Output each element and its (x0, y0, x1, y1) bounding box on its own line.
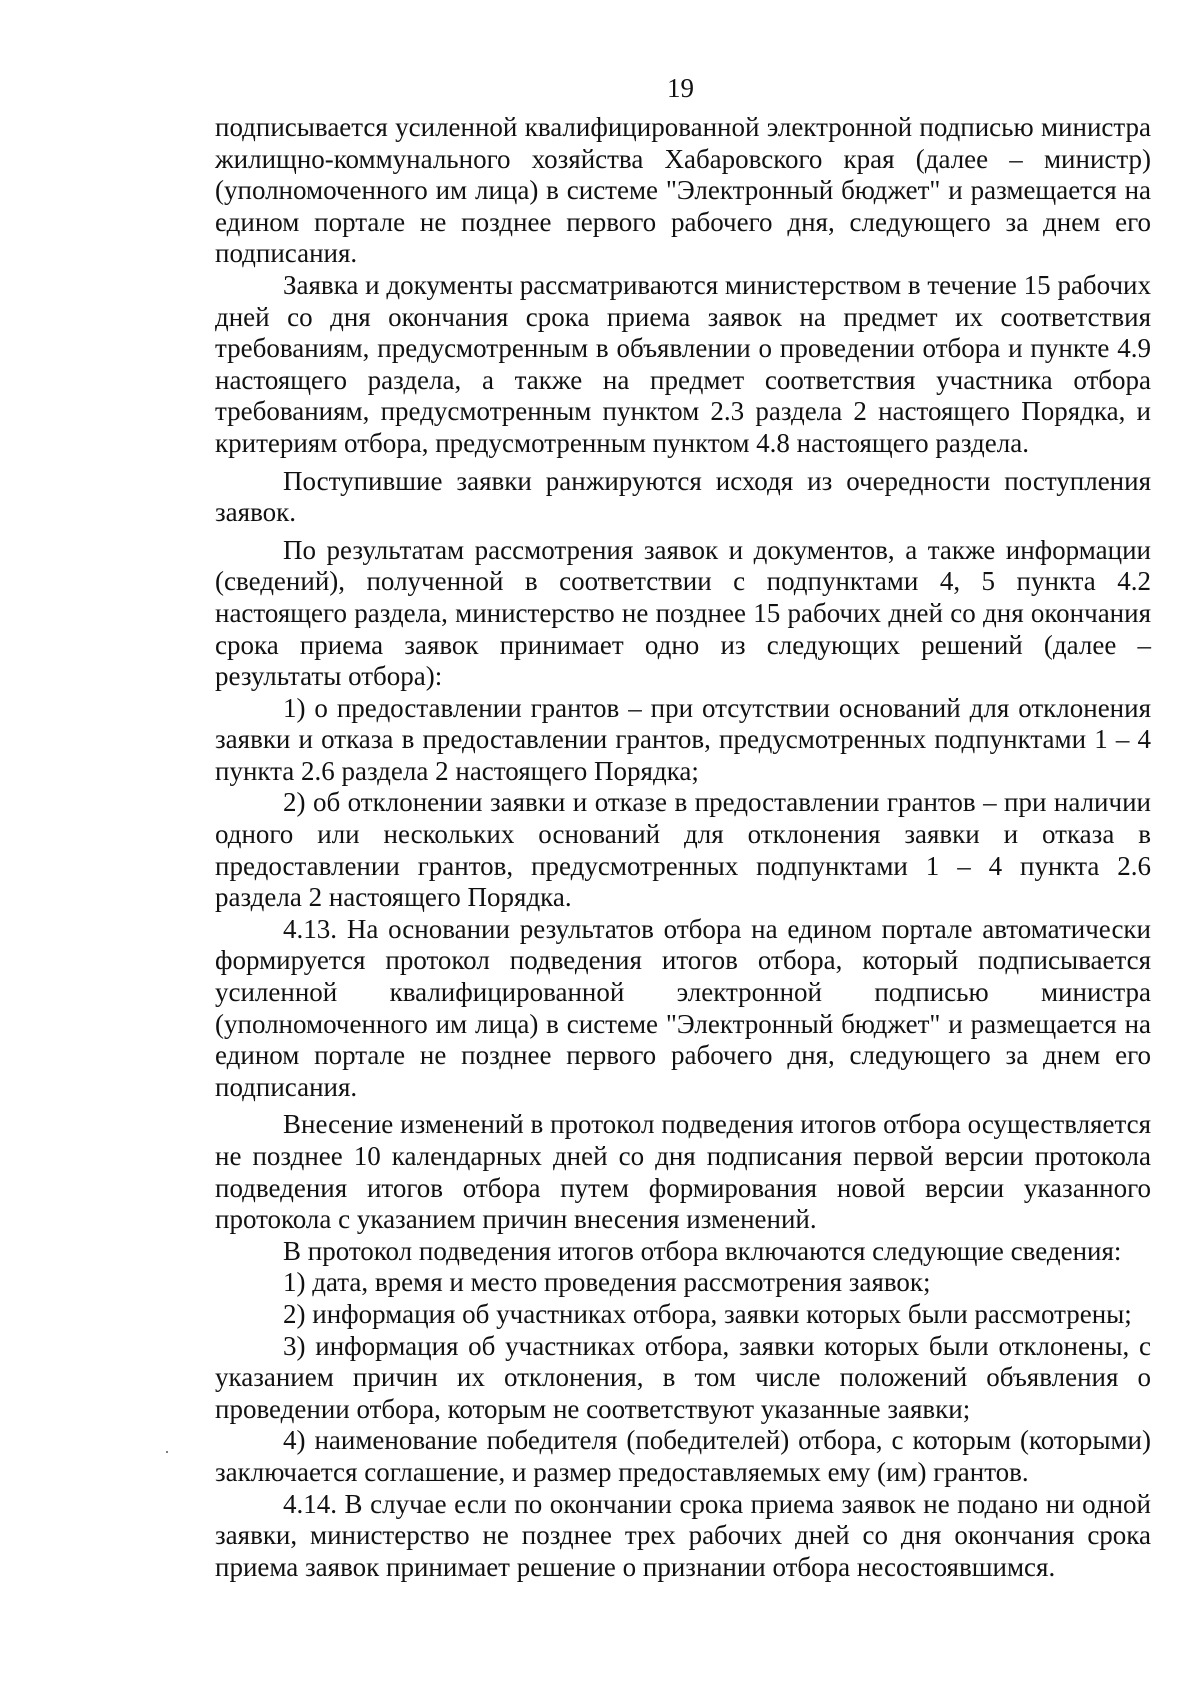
paragraph-ranking: Поступившие заявки ранжируются исходя из очередности поступления заявок. (215, 465, 1151, 528)
paragraph-decision-grant: 1) о предоставлении грантов – при отсутствии оснований для отклонения заявки и отказа в предоставлении грантов, предусмотренных подпунктами 1 – 4 пункта 2.6 раздела 2 настоящего Порядка; (215, 692, 1151, 786)
paragraph-review-period: Заявка и документы рассматриваются министерством в течение 15 рабочих дней со дня окончания срока приема заявок на предмет их соответствия требованиям, предусмотренным в объявлении о проведении отбора и пункте 4.9 настоящего раздела, а также на предмет соответствия участника отбора требованиям, предусмотренным пунктом 2.3 раздела 2 настоящего Порядка, и критериям отбора, предусмотренным пунктом 4.8 настоящего раздела. (215, 269, 1151, 458)
list-item-protocol-1: 1) дата, время и место проведения рассмотрения заявок; (283, 1267, 931, 1298)
paragraph-section-4-14: 4.14. В случае если по окончании срока приема заявок не подано ни одной заявки, министерство не позднее трех рабочих дней со дня окончания срока приема заявок принимает решение о признании отбора несостоявшимся. (215, 1488, 1151, 1582)
paragraph-protocol-contents: В протокол подведения итогов отбора включаются следующие сведения: (283, 1235, 1122, 1266)
paragraph-signing-continuation: подписывается усиленной квалифицированной электронной подписью министра жилищно-коммунального хозяйства Хабаровского края (далее – министр) (уполномоченного им лица) в системе "Электронный бюджет" и размещается на едином портале не позднее первого рабочего дня, следующего за днем его подписания. (215, 112, 1151, 269)
list-item-protocol-2: 2) информация об участниках отбора, заявки которых были рассмотрены; (283, 1298, 1132, 1329)
list-item-protocol-3: 3) информация об участниках отбора, заявки которых были отклонены, с указанием причин их отклонения, в том числе положений объявления о проведении отбора, которым не соответствуют указанные заявки; (215, 1330, 1151, 1424)
scan-artifact-dot (166, 1451, 168, 1453)
paragraph-protocol-changes: Внесение изменений в протокол подведения итогов отбора осуществляется не позднее 10 календарных дней со дня подписания первой версии протокола подведения итогов отбора путем формирования новой версии указанного протокола с указанием причин внесения изменений. (215, 1109, 1151, 1235)
paragraph-review-results: По результатам рассмотрения заявок и документов, а также информации (сведений), полученной в соответствии с подпунктами 4, 5 пункта 4.2 настоящего раздела, министерство не позднее 15 рабочих дней со дня окончания срока приема заявок принимает одно из следующих решений (далее – результаты отбора): (215, 534, 1151, 692)
document-body (215, 112, 1151, 1583)
paragraph-section-4-13: 4.13. На основании результатов отбора на едином портале автоматически формируется протокол подведения итогов отбора, который подписывается усиленной квалифицированной электронной подписью министра (уполномоченного им лица) в системе "Электронный бюджет" и размещается на едином портале не позднее первого рабочего дня, следующего за днем его подписания. (215, 913, 1151, 1102)
page-number: 19 (667, 73, 694, 103)
paragraph-decision-reject: 2) об отклонении заявки и отказе в предоставлении грантов – при наличии одного или нескольких оснований для отклонения заявки и отказа в предоставлении грантов, предусмотренных подпунктами 1 – 4 пункта 2.6 раздела 2 настоящего Порядка. (215, 787, 1151, 913)
list-item-protocol-4: 4) наименование победителя (победителей) отбора, с которым (которыми) заключается соглашение, и размер предоставляемых ему (им) грантов. (215, 1425, 1151, 1487)
